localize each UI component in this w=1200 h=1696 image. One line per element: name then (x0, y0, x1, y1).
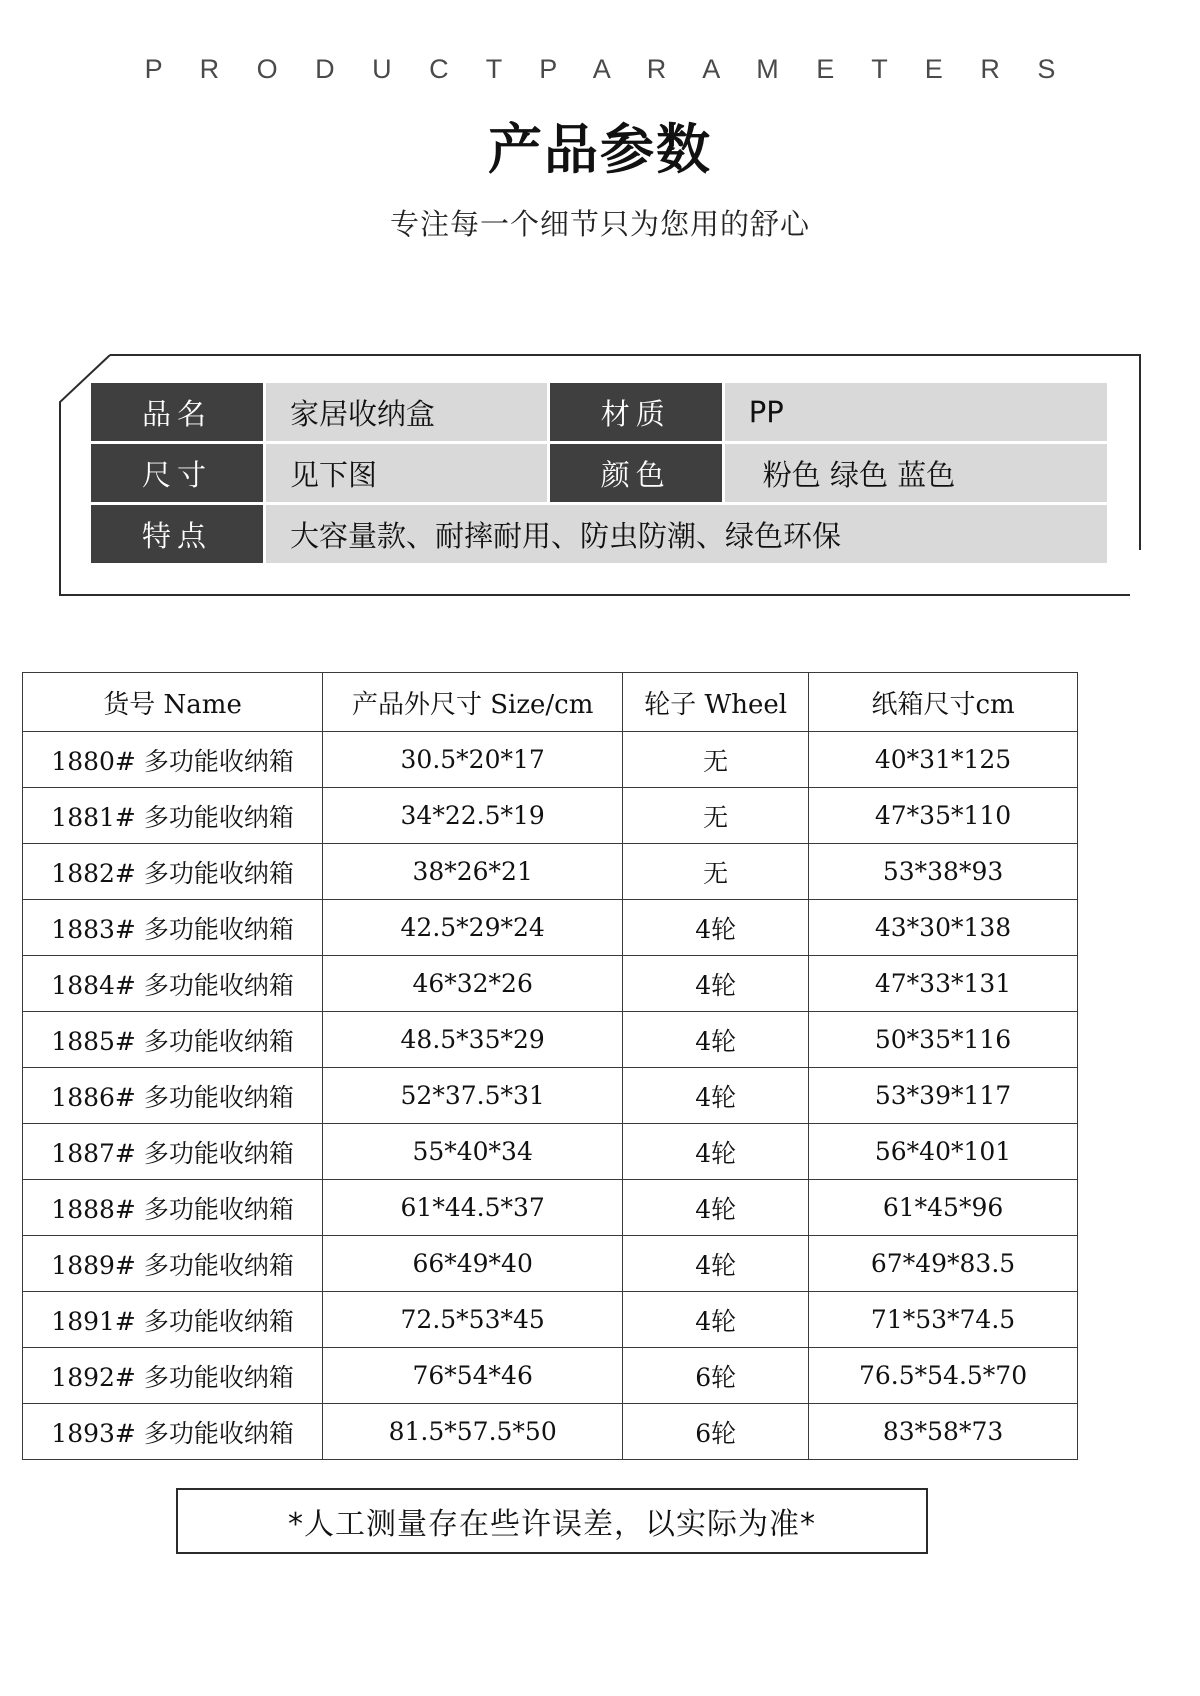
table-row (23, 732, 1078, 788)
table-cell-wheel-count: 4轮 (623, 1124, 809, 1180)
table-row (23, 1124, 1078, 1180)
page-title: 产品参数 (488, 118, 712, 181)
table-cell-carton-size: 71*53*74.5 (809, 1292, 1078, 1348)
table-row (23, 1348, 1078, 1404)
table-cell-product-code: 1889# 多功能收纳箱 (23, 1236, 323, 1292)
table-cell-wheel-count: 4轮 (623, 900, 809, 956)
table-row (23, 956, 1078, 1012)
spec-row (91, 383, 1107, 441)
table-header-product-size: 产品外尺寸 Size/cm (323, 673, 623, 732)
table-cell-product-code: 1881# 多功能收纳箱 (23, 788, 323, 844)
table-header-product-code: 货号 Name (23, 673, 323, 732)
table-cell-product-code: 1891# 多功能收纳箱 (23, 1292, 323, 1348)
table-cell-product-size: 52*37.5*31 (323, 1068, 623, 1124)
table-cell-product-size: 34*22.5*19 (323, 788, 623, 844)
table-cell-product-size: 66*49*40 (323, 1236, 623, 1292)
spec-value-material: PP (725, 383, 1107, 441)
product-table-body (23, 673, 1078, 1460)
table-cell-product-size: 48.5*35*29 (323, 1012, 623, 1068)
product-table-section (22, 672, 1078, 1460)
table-row (23, 1068, 1078, 1124)
table-row (23, 1292, 1078, 1348)
table-cell-wheel-count: 6轮 (623, 1348, 809, 1404)
spec-key-features: 特点 (91, 505, 263, 563)
table-cell-wheel-count: 6轮 (623, 1404, 809, 1460)
table-cell-wheel-count: 4轮 (623, 1180, 809, 1236)
english-title: P R O D U C T P A R A M E T E R S (144, 54, 1071, 84)
table-row (23, 900, 1078, 956)
table-cell-product-code: 1888# 多功能收纳箱 (23, 1180, 323, 1236)
spec-key-size: 尺寸 (91, 444, 263, 502)
spec-section (30, 350, 1170, 600)
table-row (23, 1180, 1078, 1236)
table-cell-product-code: 1892# 多功能收纳箱 (23, 1348, 323, 1404)
table-cell-carton-size: 53*38*93 (809, 844, 1078, 900)
table-cell-carton-size: 47*33*131 (809, 956, 1078, 1012)
table-cell-wheel-count: 无 (623, 732, 809, 788)
table-cell-product-size: 46*32*26 (323, 956, 623, 1012)
table-header-wheel-count: 轮子 Wheel (623, 673, 809, 732)
table-cell-product-size: 72.5*53*45 (323, 1292, 623, 1348)
table-cell-product-code: 1884# 多功能收纳箱 (23, 956, 323, 1012)
page-subtitle: 专注每一个细节只为您用的舒心 (389, 207, 810, 241)
table-cell-carton-size: 47*35*110 (809, 788, 1078, 844)
table-header-carton-size: 纸箱尺寸cm (809, 673, 1078, 732)
table-cell-product-code: 1883# 多功能收纳箱 (23, 900, 323, 956)
table-cell-wheel-count: 4轮 (623, 1068, 809, 1124)
table-cell-wheel-count: 无 (623, 844, 809, 900)
spec-key-color: 颜色 (550, 444, 722, 502)
table-cell-wheel-count: 4轮 (623, 956, 809, 1012)
spec-value-product-name: 家居收纳盒 (266, 383, 547, 441)
spec-key-material: 材质 (550, 383, 722, 441)
table-cell-wheel-count: 4轮 (623, 1012, 809, 1068)
measurement-note: *人工测量存在些许误差，以实际为准* (176, 1488, 928, 1554)
table-cell-carton-size: 83*58*73 (809, 1404, 1078, 1460)
table-cell-wheel-count: 4轮 (623, 1236, 809, 1292)
table-header-row (23, 673, 1078, 732)
table-cell-carton-size: 40*31*125 (809, 732, 1078, 788)
page-header (0, 0, 1200, 243)
spec-key-product-name: 品名 (91, 383, 263, 441)
table-cell-product-size: 61*44.5*37 (323, 1180, 623, 1236)
table-row (23, 1236, 1078, 1292)
product-table (22, 672, 1078, 1460)
table-cell-product-code: 1885# 多功能收纳箱 (23, 1012, 323, 1068)
spec-table (88, 380, 1110, 566)
table-cell-carton-size: 50*35*116 (809, 1012, 1078, 1068)
table-cell-wheel-count: 无 (623, 788, 809, 844)
table-cell-product-size: 76*54*46 (323, 1348, 623, 1404)
table-cell-product-size: 38*26*21 (323, 844, 623, 900)
table-row (23, 788, 1078, 844)
table-row (23, 1012, 1078, 1068)
table-cell-carton-size: 61*45*96 (809, 1180, 1078, 1236)
table-cell-product-code: 1880# 多功能收纳箱 (23, 732, 323, 788)
table-cell-wheel-count: 4轮 (623, 1292, 809, 1348)
table-cell-product-size: 30.5*20*17 (323, 732, 623, 788)
table-cell-product-code: 1886# 多功能收纳箱 (23, 1068, 323, 1124)
spec-value-color: 粉色 绿色 蓝色 (725, 444, 1107, 502)
spec-value-features: 大容量款、耐摔耐用、防虫防潮、绿色环保 (266, 505, 1107, 563)
table-cell-product-code: 1893# 多功能收纳箱 (23, 1404, 323, 1460)
spec-row (91, 444, 1107, 502)
table-cell-product-size: 55*40*34 (323, 1124, 623, 1180)
spec-row (91, 505, 1107, 563)
table-cell-carton-size: 43*30*138 (809, 900, 1078, 956)
table-cell-product-size: 81.5*57.5*50 (323, 1404, 623, 1460)
table-cell-product-code: 1882# 多功能收纳箱 (23, 844, 323, 900)
table-row (23, 1404, 1078, 1460)
table-cell-carton-size: 67*49*83.5 (809, 1236, 1078, 1292)
table-cell-product-code: 1887# 多功能收纳箱 (23, 1124, 323, 1180)
table-cell-carton-size: 53*39*117 (809, 1068, 1078, 1124)
table-cell-carton-size: 56*40*101 (809, 1124, 1078, 1180)
spec-value-size: 见下图 (266, 444, 547, 502)
table-cell-carton-size: 76.5*54.5*70 (809, 1348, 1078, 1404)
table-cell-product-size: 42.5*29*24 (323, 900, 623, 956)
table-row (23, 844, 1078, 900)
